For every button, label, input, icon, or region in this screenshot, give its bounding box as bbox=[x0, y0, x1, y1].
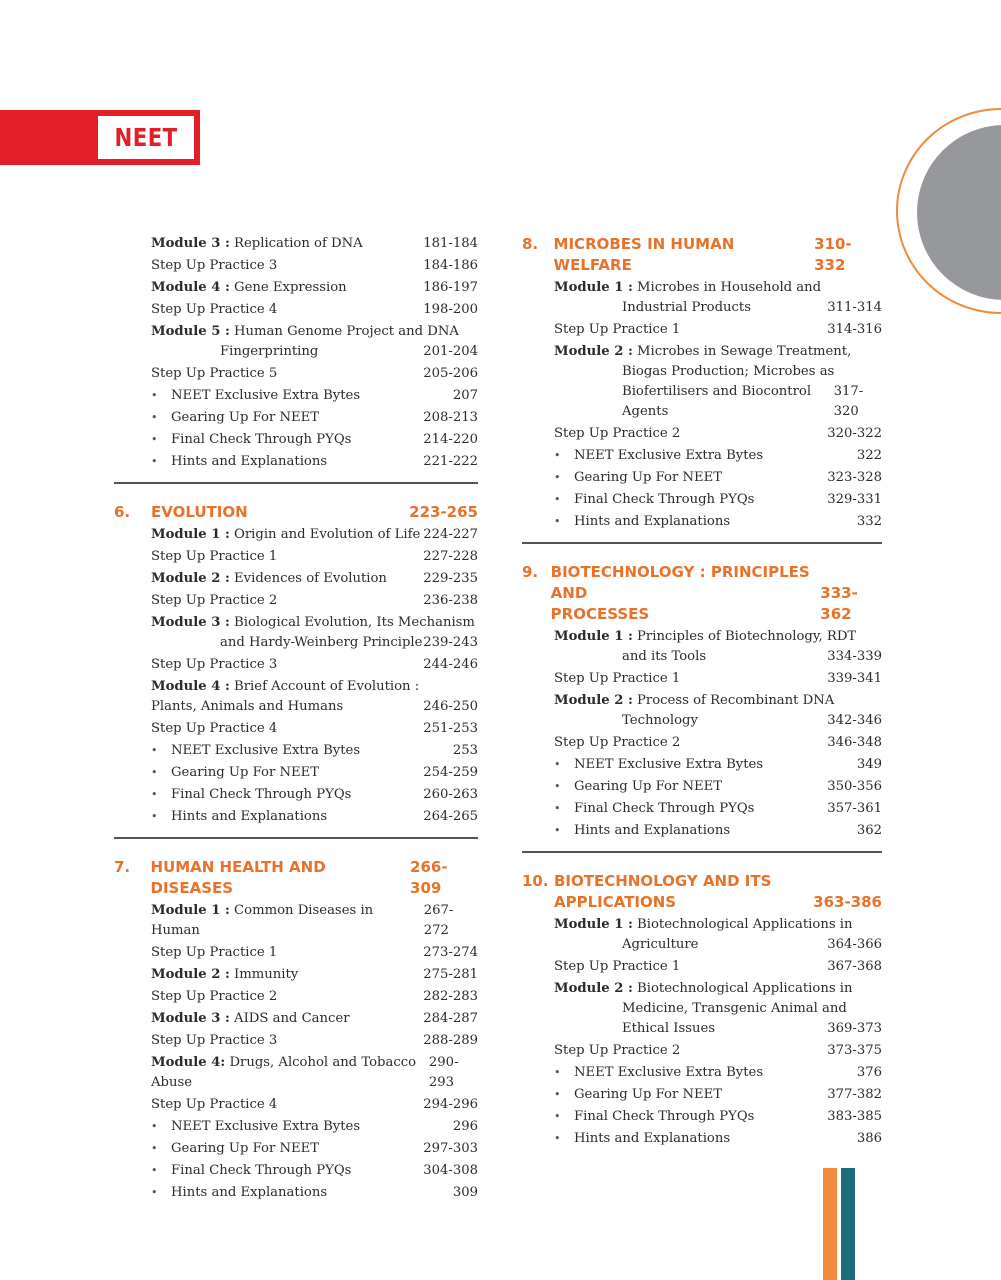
entry-label: • NEET Exclusive Extra Bytes bbox=[554, 1063, 763, 1083]
entry-label: Step Up Practice 1 bbox=[151, 945, 278, 960]
module-entry bbox=[114, 677, 478, 717]
module-title: AIDS and Cancer bbox=[234, 1011, 350, 1026]
entry-pages: 369-373 bbox=[827, 1021, 882, 1036]
entry-pages: 260-263 bbox=[423, 787, 478, 802]
toc-entry bbox=[522, 468, 882, 488]
module-title: Microbes in Household and bbox=[637, 280, 822, 295]
module-title: Drugs, Alcohol and Tobacco Abuse bbox=[151, 1055, 417, 1090]
toc-entry bbox=[114, 807, 478, 827]
module-entry bbox=[114, 965, 478, 985]
toc-entry bbox=[522, 777, 882, 797]
entry-pages: 346-348 bbox=[827, 735, 882, 750]
entry-pages: 284-287 bbox=[423, 1011, 478, 1026]
chapter-heading bbox=[522, 234, 882, 276]
module-entry bbox=[114, 1053, 478, 1093]
entry-label: Step Up Practice 1 bbox=[554, 959, 681, 974]
module-line bbox=[554, 711, 882, 731]
module-line bbox=[554, 1019, 882, 1039]
entry-label: • Gearing Up For NEET bbox=[151, 1139, 319, 1159]
entry-label: Step Up Practice 4 bbox=[151, 302, 278, 317]
entry-label: • Gearing Up For NEET bbox=[554, 468, 722, 488]
chapter-number: 6. bbox=[114, 503, 131, 521]
entry-pages: 198-200 bbox=[423, 302, 478, 317]
chapter-title bbox=[554, 234, 815, 276]
chapter-heading bbox=[114, 857, 478, 899]
module-line bbox=[554, 278, 882, 298]
toc-entry bbox=[522, 320, 882, 340]
chapter-number: 7. bbox=[114, 858, 131, 876]
entry-label: Step Up Practice 2 bbox=[554, 426, 681, 441]
entry-pages: 311-314 bbox=[827, 300, 882, 315]
entry-pages: 383-385 bbox=[827, 1109, 882, 1124]
entry-label: • Final Check Through PYQs bbox=[554, 799, 754, 819]
entry-label: • Hints and Explanations bbox=[554, 821, 730, 841]
entry-pages: 350-356 bbox=[827, 779, 882, 794]
module-title: Common Diseases in Human bbox=[151, 903, 374, 938]
entry-label: Step Up Practice 3 bbox=[151, 1033, 278, 1048]
entry-pages: 332 bbox=[856, 514, 882, 529]
entry-pages: 342-346 bbox=[827, 713, 882, 728]
toc-entry bbox=[522, 669, 882, 689]
entry-label: • Final Check Through PYQs bbox=[151, 785, 351, 805]
module-title-cont: Fingerprinting bbox=[220, 344, 319, 359]
entry-pages: 186-197 bbox=[423, 280, 478, 295]
toc-entry bbox=[522, 1107, 882, 1127]
chapter-10 bbox=[522, 871, 882, 1151]
module-label bbox=[151, 234, 363, 254]
module-title: Brief Account of Evolution : bbox=[234, 679, 420, 694]
module-line bbox=[151, 322, 478, 342]
header-brand-box bbox=[98, 116, 194, 159]
entry-pages: 239-243 bbox=[423, 635, 478, 650]
module-title: Microbes in Sewage Treatment, bbox=[637, 344, 852, 359]
entry-pages: 254-259 bbox=[423, 765, 478, 780]
entry-pages: 339-341 bbox=[827, 671, 882, 686]
entry-pages: 246-250 bbox=[423, 699, 478, 714]
entry-label: • Final Check Through PYQs bbox=[151, 1161, 351, 1181]
module-prefix: Module 2 : bbox=[554, 981, 633, 996]
toc-entry bbox=[114, 591, 478, 611]
module-prefix: Module 4 : bbox=[151, 280, 230, 295]
chapter-heading bbox=[522, 871, 882, 913]
module-prefix: Module 2 : bbox=[554, 344, 633, 359]
toc-entry bbox=[114, 763, 478, 783]
toc-entry bbox=[114, 1183, 478, 1203]
module-title: Replication of DNA bbox=[234, 236, 363, 251]
module-prefix: Module 3 : bbox=[151, 236, 230, 251]
entry-label: Step Up Practice 4 bbox=[151, 1097, 278, 1112]
entry-pages: 201-204 bbox=[423, 344, 478, 359]
entry-pages: 377-382 bbox=[827, 1087, 882, 1102]
entry-pages: 184-186 bbox=[423, 258, 478, 273]
entry-label: Step Up Practice 3 bbox=[151, 258, 278, 273]
module-title-cont: Industrial Products bbox=[622, 300, 752, 315]
module-line bbox=[554, 935, 882, 955]
entry-pages: 282-283 bbox=[423, 989, 478, 1004]
chapter-pages: 363-386 bbox=[813, 893, 882, 911]
decorative-bar-teal bbox=[841, 1168, 855, 1280]
toc-entry bbox=[114, 785, 478, 805]
module-title-cont: Ethical Issues bbox=[622, 1021, 716, 1036]
toc-right-column bbox=[522, 234, 882, 1151]
entry-pages: 224-227 bbox=[423, 527, 478, 542]
toc-entry bbox=[522, 490, 882, 510]
module-line bbox=[151, 633, 478, 653]
entry-label: • Gearing Up For NEET bbox=[554, 1085, 722, 1105]
module-entry bbox=[114, 1009, 478, 1029]
toc-entry bbox=[114, 547, 478, 567]
chapter-title-line: BIOTECHNOLOGY : PRINCIPLES AND bbox=[550, 563, 810, 602]
chapter-title bbox=[151, 502, 248, 523]
toc-entry bbox=[114, 430, 478, 450]
entry-label: • Hints and Explanations bbox=[151, 452, 327, 472]
chapter-heading bbox=[114, 502, 478, 523]
module-label bbox=[151, 278, 347, 298]
toc-entry bbox=[114, 386, 478, 406]
chapter-title-line: MICROBES IN HUMAN WELFARE bbox=[553, 235, 735, 274]
decorative-bar-orange bbox=[823, 1168, 837, 1280]
module-line bbox=[151, 901, 478, 941]
module-line bbox=[151, 1009, 478, 1029]
chapter-title-line: EVOLUTION bbox=[151, 503, 248, 521]
entry-pages: 309 bbox=[452, 1185, 478, 1200]
entry-pages: 227-228 bbox=[423, 549, 478, 564]
entry-pages: 288-289 bbox=[423, 1033, 478, 1048]
entry-label: Step Up Practice 1 bbox=[554, 322, 681, 337]
module-title-cont: Agriculture bbox=[622, 937, 699, 952]
toc-left-column bbox=[114, 234, 478, 1205]
entry-pages: 253 bbox=[452, 743, 478, 758]
entry-pages: 322 bbox=[856, 448, 882, 463]
chapter-9 bbox=[522, 562, 882, 843]
module-entry bbox=[114, 322, 478, 362]
toc-entry bbox=[114, 943, 478, 963]
toc-entry bbox=[114, 655, 478, 675]
toc-entry bbox=[114, 256, 478, 276]
toc-entry bbox=[522, 446, 882, 466]
chapter-title bbox=[551, 562, 821, 625]
module-title: Process of Recombinant DNA bbox=[637, 693, 835, 708]
entry-pages: 290-293 bbox=[428, 1055, 459, 1090]
module-prefix: Module 4 : bbox=[151, 679, 230, 694]
entry-pages: 386 bbox=[856, 1131, 882, 1146]
chapter-number: 8. bbox=[522, 235, 539, 253]
entry-label: • NEET Exclusive Extra Bytes bbox=[554, 755, 763, 775]
module-title: Biotechnological Applications in bbox=[637, 917, 853, 932]
toc-entry bbox=[114, 741, 478, 761]
module-line bbox=[151, 613, 478, 633]
entry-pages: 373-375 bbox=[827, 1043, 882, 1058]
entry-pages: 264-265 bbox=[423, 809, 478, 824]
entry-pages: 329-331 bbox=[827, 492, 882, 507]
module-label bbox=[151, 525, 420, 545]
toc-entry bbox=[114, 408, 478, 428]
module-line bbox=[554, 382, 882, 422]
entry-label: • Gearing Up For NEET bbox=[151, 763, 319, 783]
module-title: Evidences of Evolution bbox=[234, 571, 387, 586]
entry-label: • NEET Exclusive Extra Bytes bbox=[151, 386, 360, 406]
toc-entry bbox=[522, 821, 882, 841]
entry-label: Step Up Practice 2 bbox=[151, 989, 278, 1004]
module-entry bbox=[114, 901, 478, 941]
entry-pages: 273-274 bbox=[423, 945, 478, 960]
module-entry bbox=[114, 569, 478, 589]
toc-entry bbox=[522, 512, 882, 532]
chapter-heading bbox=[522, 562, 882, 625]
chapter-7 bbox=[114, 857, 478, 1205]
module-prefix: Module 3 : bbox=[151, 1011, 230, 1026]
module-prefix: Module 2 : bbox=[554, 693, 633, 708]
toc-entry bbox=[522, 1041, 882, 1061]
module-entry bbox=[114, 525, 478, 545]
toc-entry bbox=[114, 1139, 478, 1159]
toc-entry bbox=[114, 1095, 478, 1115]
entry-pages: 304-308 bbox=[423, 1163, 478, 1178]
entry-label: Step Up Practice 4 bbox=[151, 721, 278, 736]
toc-entry bbox=[522, 733, 882, 753]
module-prefix: Module 1 : bbox=[151, 903, 230, 918]
chapter-title bbox=[151, 857, 411, 899]
entry-label: Step Up Practice 5 bbox=[151, 366, 278, 381]
module-entry bbox=[114, 234, 478, 254]
entry-pages: 317-320 bbox=[833, 384, 864, 419]
entry-pages: 275-281 bbox=[423, 967, 478, 982]
module-line bbox=[554, 915, 882, 935]
entry-pages: 334-339 bbox=[827, 649, 882, 664]
chapter-title-line: BIOTECHNOLOGY AND ITS bbox=[554, 872, 772, 890]
module-title: Biological Evolution, Its Mechanism bbox=[234, 615, 475, 630]
toc-entry bbox=[114, 1161, 478, 1181]
entry-pages: 297-303 bbox=[423, 1141, 478, 1156]
module-label bbox=[151, 1053, 429, 1093]
module-line bbox=[151, 278, 478, 298]
chapter-title-line: PROCESSES bbox=[550, 605, 650, 623]
module-title: Human Genome Project and DNA bbox=[234, 324, 459, 339]
entry-pages: 229-235 bbox=[423, 571, 478, 586]
entry-pages: 349 bbox=[856, 757, 882, 772]
entry-pages: 221-222 bbox=[423, 454, 478, 469]
header-brand: NEET bbox=[114, 123, 178, 152]
chapter-8 bbox=[522, 234, 882, 534]
entry-pages: 236-238 bbox=[423, 593, 478, 608]
module-prefix: Module 5 : bbox=[151, 324, 230, 339]
chapter-number: 10. bbox=[522, 872, 549, 890]
section-divider bbox=[522, 851, 882, 853]
module-entry bbox=[522, 627, 882, 667]
entry-label: Step Up Practice 2 bbox=[151, 593, 278, 608]
module-line bbox=[554, 979, 882, 999]
module-title-cont: Technology bbox=[622, 713, 698, 728]
section-divider bbox=[114, 837, 478, 839]
module-entry bbox=[114, 278, 478, 298]
entry-label: • Gearing Up For NEET bbox=[554, 777, 722, 797]
module-label bbox=[151, 569, 387, 589]
module-title: Biotechnological Applications in bbox=[637, 981, 853, 996]
module-title-cont: and Hardy-Weinberg Principle bbox=[220, 635, 423, 650]
section-divider bbox=[114, 482, 478, 484]
module-line bbox=[554, 647, 882, 667]
module-line: Medicine, Transgenic Animal and bbox=[622, 1001, 847, 1016]
module-line bbox=[151, 1053, 478, 1093]
entry-label: Step Up Practice 2 bbox=[554, 1043, 681, 1058]
entry-label: Step Up Practice 1 bbox=[554, 671, 681, 686]
toc-entry bbox=[522, 799, 882, 819]
entry-pages: 364-366 bbox=[827, 937, 882, 952]
chapter-title-line: HUMAN HEALTH AND DISEASES bbox=[150, 858, 326, 897]
module-prefix: Module 1 : bbox=[554, 280, 633, 295]
module-prefix: Module 3 : bbox=[151, 615, 230, 630]
module-title-cont: Biofertilisers and Biocontrol Agents bbox=[622, 384, 812, 419]
module-title: Principles of Biotechnology, RDT bbox=[637, 629, 857, 644]
module-title: Gene Expression bbox=[234, 280, 347, 295]
entry-pages: 320-322 bbox=[827, 426, 882, 441]
entry-label: Step Up Practice 3 bbox=[151, 657, 278, 672]
module-entry bbox=[522, 278, 882, 318]
section-divider bbox=[522, 542, 882, 544]
toc-entry bbox=[114, 364, 478, 384]
module-line bbox=[151, 342, 478, 362]
module-line bbox=[554, 342, 882, 362]
toc-entry bbox=[114, 719, 478, 739]
entry-label: • Final Check Through PYQs bbox=[151, 430, 351, 450]
toc-entry bbox=[114, 1031, 478, 1051]
entry-label: • Hints and Explanations bbox=[554, 1129, 730, 1149]
module-line bbox=[554, 627, 882, 647]
entry-pages: 376 bbox=[856, 1065, 882, 1080]
module-label bbox=[151, 1009, 350, 1029]
module-line bbox=[151, 697, 478, 717]
entry-pages: 267-272 bbox=[423, 903, 454, 938]
module-line bbox=[554, 691, 882, 711]
module-entry bbox=[522, 691, 882, 731]
entry-pages: 207 bbox=[452, 388, 478, 403]
toc-entry bbox=[114, 987, 478, 1007]
toc-entry bbox=[522, 424, 882, 444]
entry-label: • Hints and Explanations bbox=[554, 512, 730, 532]
module-line bbox=[151, 569, 478, 589]
module-title: Immunity bbox=[234, 967, 299, 982]
chapter-pages: 223-265 bbox=[409, 503, 478, 521]
module-line bbox=[151, 677, 478, 697]
module-title: Origin and Evolution of Life bbox=[234, 527, 421, 542]
module-prefix: Module 1 : bbox=[554, 629, 633, 644]
module-title-cont: and its Tools bbox=[622, 649, 707, 664]
toc-entry bbox=[522, 957, 882, 977]
module-entry bbox=[522, 342, 882, 422]
module-line bbox=[151, 234, 478, 254]
module-prefix: Module 4: bbox=[151, 1055, 226, 1070]
entry-pages: 208-213 bbox=[423, 410, 478, 425]
toc-entry bbox=[114, 1117, 478, 1137]
entry-pages: 244-246 bbox=[423, 657, 478, 672]
chapter-title-line: APPLICATIONS bbox=[554, 893, 677, 911]
module-label bbox=[151, 901, 424, 941]
entry-label: • NEET Exclusive Extra Bytes bbox=[151, 741, 360, 761]
entry-label: • Gearing Up For NEET bbox=[151, 408, 319, 428]
entry-pages: 362 bbox=[856, 823, 882, 838]
module-prefix: Module 1 : bbox=[151, 527, 230, 542]
module-label bbox=[151, 965, 298, 985]
module-entry bbox=[522, 979, 882, 1039]
entry-pages: 357-361 bbox=[827, 801, 882, 816]
module-line bbox=[554, 298, 882, 318]
toc-continued bbox=[114, 234, 478, 474]
entry-label: • Final Check Through PYQs bbox=[554, 490, 754, 510]
entry-pages: 314-316 bbox=[827, 322, 882, 337]
module-line bbox=[151, 965, 478, 985]
toc-entry bbox=[522, 755, 882, 775]
entry-label: Step Up Practice 1 bbox=[151, 549, 278, 564]
entry-pages: 323-328 bbox=[827, 470, 882, 485]
toc-entry bbox=[114, 452, 478, 472]
toc-entry bbox=[522, 1063, 882, 1083]
toc-entry bbox=[522, 1129, 882, 1149]
module-prefix: Module 1 : bbox=[554, 917, 633, 932]
toc-entry bbox=[114, 300, 478, 320]
entry-pages: 214-220 bbox=[423, 432, 478, 447]
chapter-number: 9. bbox=[522, 563, 539, 581]
module-prefix: Module 2 : bbox=[151, 967, 230, 982]
entry-pages: 205-206 bbox=[423, 366, 478, 381]
module-entry bbox=[114, 613, 478, 653]
entry-pages: 251-253 bbox=[423, 721, 478, 736]
entry-label: • NEET Exclusive Extra Bytes bbox=[554, 446, 763, 466]
entry-label: • NEET Exclusive Extra Bytes bbox=[151, 1117, 360, 1137]
module-entry bbox=[522, 915, 882, 955]
entry-pages: 181-184 bbox=[423, 236, 478, 251]
module-title-cont: Plants, Animals and Humans bbox=[151, 699, 344, 714]
chapter-pages: 310-332 bbox=[814, 235, 852, 274]
module-line bbox=[151, 525, 478, 545]
entry-pages: 367-368 bbox=[827, 959, 882, 974]
chapter-pages: 266-309 bbox=[410, 858, 448, 897]
entry-pages: 294-296 bbox=[423, 1097, 478, 1112]
module-line: Biogas Production; Microbes as bbox=[622, 364, 835, 379]
entry-label: • Hints and Explanations bbox=[151, 807, 327, 827]
entry-label: Step Up Practice 2 bbox=[554, 735, 681, 750]
chapter-6 bbox=[114, 502, 478, 829]
module-prefix: Module 2 : bbox=[151, 571, 230, 586]
entry-label: • Final Check Through PYQs bbox=[554, 1107, 754, 1127]
chapter-pages: 333-362 bbox=[820, 584, 858, 623]
entry-pages: 296 bbox=[452, 1119, 478, 1134]
chapter-title bbox=[554, 871, 771, 913]
toc-entry bbox=[522, 1085, 882, 1105]
entry-label: • Hints and Explanations bbox=[151, 1183, 327, 1203]
